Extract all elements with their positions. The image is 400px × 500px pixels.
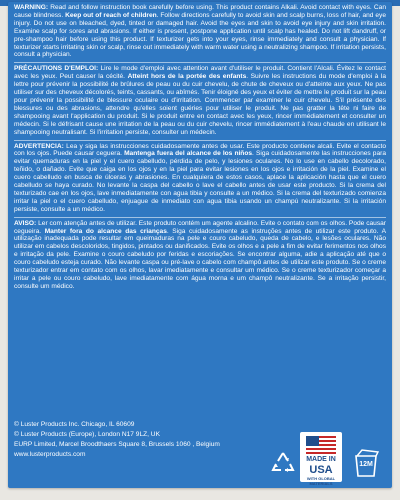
us-flag-icon bbox=[306, 436, 336, 454]
warning-spanish-text-b: . Siga cuidadosamente las instrucciones para evitar quemaduras en la piel y el cuero cabelludo, pérdida de pelo, y lesiones oculares. No lo use en cabello decolorado, teñido, o dañado. Evite que caiga en los ojos y en la piel para evitar lesiones en los ojos e irritación de la piel. Examine el cuero cabelludo en busca de úlceras y abrasiones. En cualquiera de estos casos, aplace la aplicación hasta que el cuero cabelludo se haya curado. No levante la caspa del cabello o lave el cabello antes de usar este producto. Si la crema del texturizado cae en los ojos, lave inmediatamente con agua tibia y consulte a un médico. Si la crema del texturizado comienza irritar la piel o el cuero cabelludo, enjuague de inmediato con agua tibia usando un champú neutralizante. Si la irritación persiste, consulte a un médico. bbox=[14, 150, 387, 213]
divider bbox=[14, 217, 386, 218]
warning-portuguese bbox=[14, 220, 386, 293]
warning-french-title: PRÉCAUTIONS D'EMPLOI: bbox=[14, 65, 99, 73]
warning-english-text-a: Read and follow instruction book carefully before using. This product contains Alkali. Avoid contact with eyes. Can cause blindness. bbox=[14, 4, 386, 19]
website-text: www.lusterproducts.com bbox=[14, 451, 86, 458]
warning-french-text-b: . Suivre les instructions du mode d'emploi à la lettre pour prévenir la possibilité de brûlures de peau ou du cuir chevelu, de chute de cheveux ou d'atteinte aux yeux. Ne pas utiliser sur des cheveux décolorés, teints, cassants, ou abîmés. Tenir éloigné des yeux et éviter de mettre le produit sur la peau pour prévenir la possibilité de blessure oculaire ou d'irritation. Commencer par examiner le cuir chevelu. S'il présente des blessures ou des abrasions, attendre qu'elles soient guéries pour utiliser le produit. Ne pas gratter la tête ni faire de shampooing avant l'application du produit. Si le produit entre en contact avec les yeux, rincer immédiatement et consulter un médecin. Si le défrisant cause une irritation de la peau ou du cuir chevelu, rincer immédiatement à l'eau chaude en utilisant le shampooing neutralisant. Si l'irritation persiste, consulter un médecin. bbox=[14, 73, 386, 136]
warning-french-text-a: Lire le mode d'emploi avec attention avant d'utiliser le produit. Contient l'Alcali. Évitez le contact avec les yeux. Peut causer la cécité. bbox=[14, 65, 386, 81]
address-line: EURP Limited, Marcel Broodthaers Square 8, Brussels 1060 , Belgium bbox=[14, 441, 220, 448]
warning-portuguese-text-b: . Siga cuidadosamente as instruções antes de utilizar este produto. A utilização inadequada pode resultar em queimaduras na pele e couro cabeludo, queda de cabelo, e lesões oculares. Não utilizar em cabelos descoloridos, tingidos, pintados ou danificados. Evite os olhos e a pele a fim de evitar ferimentos nos olhos e irritação da pele. Examine o couro cabeludo por feridas e escoriações. Se encontrar alguma, adie a aplicação até que o couro cabeludo esteja curado. Não levante caspa ou pré-lave o cabelo com champô antes de utilizar este produto. Se o creme texturizador entrar em contato com os olhos, lavar imediatamente e consultar um médico. Se o creme texturizador começar a irritar a pele ou couro cabeludo, lave imediatamente com água morna e um champô neutralizante. Se a irritação persistir, consulte um médico. bbox=[14, 227, 386, 290]
warning-english-bold: Keep out of reach of children bbox=[65, 11, 157, 19]
warnings-block bbox=[14, 4, 386, 414]
badge-main-text: USA bbox=[309, 464, 333, 476]
warning-spanish-bold: Mantenga fuera del alcance de los niños bbox=[124, 150, 253, 158]
badge-sub-text: WITH GLOBAL MATERIALS bbox=[306, 476, 336, 486]
warning-portuguese-text-a: Ler com atenção antes de utilizar. Este produto contém um agente alcalino. Evite o contato com os olhos. Pode causar cegueira. bbox=[14, 219, 386, 235]
warning-portuguese-bold: Manter fora do alcance das crianças bbox=[44, 227, 167, 235]
footer bbox=[8, 416, 392, 488]
warning-spanish-title: ADVERTENCIA: bbox=[14, 142, 64, 150]
warning-panel bbox=[8, 2, 392, 488]
warning-french bbox=[14, 65, 386, 138]
warning-spanish-text-a: Lea y siga las instrucciones cuidadosamente antes de usar. Este producto contiene alcali. Evite el contacto con los ojos. Puede causar ceguera. bbox=[14, 142, 386, 158]
divider bbox=[14, 140, 386, 141]
company-addresses bbox=[14, 420, 254, 460]
address-line: © Luster Products Inc. Chicago, IL 60609 bbox=[14, 421, 135, 428]
warning-portuguese-title: AVISO: bbox=[14, 219, 37, 227]
warning-english bbox=[14, 4, 386, 61]
pao-label: 12M bbox=[359, 461, 373, 468]
warning-french-bold: Atteint hors de la portée des enfants bbox=[127, 73, 247, 81]
warning-english-title: WARNING: bbox=[14, 4, 49, 11]
warning-english-text-b: . Follow directions carefully to avoid skin and scalp burns, loss of hair, and eye injury. Do not use on bleached, dyed, tinted or damaged hair. Avoid the eyes and skin to avoid eye injury and skin irritation. Examine scalp for sores and abrasions. If either is present, postpone application until scalp has healed. Do not lift dandruff, or pre-shampoo hair before using this product. If texturizer gets into your eyes, rinse immediately and consult a physician. If texturizer starts irritating skin or scalp, rinse out immediately with warm water using a neutralizing shampoo. If irritation persists, consult a physician. bbox=[14, 11, 386, 59]
warning-spanish bbox=[14, 143, 386, 216]
symbols-area bbox=[270, 430, 386, 484]
divider bbox=[14, 62, 386, 63]
badge-top-text: MADE IN bbox=[306, 456, 336, 463]
address-line: © Luster Products (Europe), London N17 9LZ, UK bbox=[14, 431, 160, 438]
period-after-opening-symbol bbox=[352, 448, 380, 478]
recycle-icon bbox=[270, 450, 296, 476]
made-in-usa-badge bbox=[300, 432, 342, 486]
